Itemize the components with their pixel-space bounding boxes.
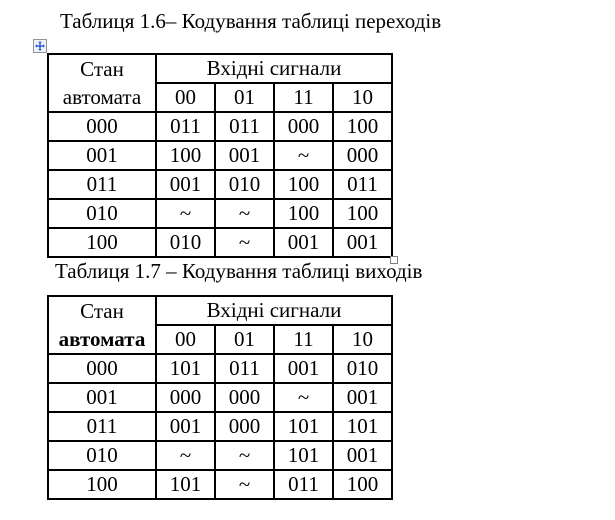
table-cell[interactable]: 000 bbox=[333, 141, 392, 170]
state-header-cell[interactable] bbox=[48, 296, 156, 354]
state-header-line1: Стан bbox=[80, 57, 124, 81]
table-cell[interactable]: 000 bbox=[274, 112, 333, 141]
table-cell[interactable]: ~ bbox=[274, 383, 333, 412]
table-cell[interactable]: ~ bbox=[156, 199, 215, 228]
table-cell[interactable]: 000 bbox=[215, 412, 274, 441]
table-cell[interactable]: 011 bbox=[333, 170, 392, 199]
state-cell[interactable]: 011 bbox=[48, 170, 156, 199]
state-cell[interactable]: 100 bbox=[48, 228, 156, 257]
signal-col-header[interactable]: 10 bbox=[333, 83, 392, 112]
table-cell[interactable]: 100 bbox=[156, 141, 215, 170]
table-row bbox=[48, 296, 392, 325]
four-way-arrow-icon bbox=[35, 41, 45, 51]
table-cell[interactable]: 000 bbox=[156, 383, 215, 412]
signal-col-header[interactable]: 11 bbox=[274, 83, 333, 112]
state-header-line1: Стан bbox=[80, 299, 124, 323]
table-cell[interactable]: 010 bbox=[156, 228, 215, 257]
table-cell[interactable]: 101 bbox=[274, 412, 333, 441]
state-cell[interactable]: 100 bbox=[48, 470, 156, 499]
table-cell[interactable]: 100 bbox=[274, 199, 333, 228]
table-cell[interactable]: 101 bbox=[156, 470, 215, 499]
table-row bbox=[48, 112, 392, 141]
table-cell[interactable]: 101 bbox=[274, 441, 333, 470]
signals-header-cell[interactable]: Вхідні сигнали bbox=[156, 54, 392, 83]
table-cell[interactable]: 001 bbox=[274, 354, 333, 383]
signal-col-header[interactable]: 00 bbox=[156, 325, 215, 354]
table-cell[interactable]: ~ bbox=[215, 441, 274, 470]
table-cell[interactable]: 100 bbox=[274, 170, 333, 199]
signal-col-header[interactable]: 11 bbox=[274, 325, 333, 354]
state-cell[interactable]: 010 bbox=[48, 199, 156, 228]
table-row bbox=[48, 441, 392, 470]
table-caption-1.6[interactable]: Таблиця 1.6– Кодування таблиці переходів bbox=[60, 9, 442, 33]
state-header-line2: автомата bbox=[62, 85, 142, 109]
table-cell[interactable]: 001 bbox=[274, 228, 333, 257]
table-row bbox=[48, 54, 392, 83]
state-cell[interactable]: 000 bbox=[48, 354, 156, 383]
table-row bbox=[48, 199, 392, 228]
signal-col-header[interactable]: 00 bbox=[156, 83, 215, 112]
table-cell[interactable]: 010 bbox=[215, 170, 274, 199]
table-cell[interactable]: ~ bbox=[215, 470, 274, 499]
signal-col-header[interactable]: 01 bbox=[215, 83, 274, 112]
table-cell[interactable]: 011 bbox=[215, 112, 274, 141]
transition-coding-table bbox=[47, 53, 393, 258]
table-cell[interactable]: 001 bbox=[333, 383, 392, 412]
table-cell[interactable]: 100 bbox=[333, 112, 392, 141]
table-move-handle[interactable] bbox=[33, 39, 47, 53]
table-cell[interactable]: 011 bbox=[274, 470, 333, 499]
table-cell[interactable]: 001 bbox=[333, 441, 392, 470]
table-cell[interactable]: ~ bbox=[274, 141, 333, 170]
table-row bbox=[48, 383, 392, 412]
table-cell[interactable]: ~ bbox=[215, 228, 274, 257]
table-cell[interactable]: 000 bbox=[215, 383, 274, 412]
table-cell[interactable]: 101 bbox=[156, 354, 215, 383]
state-header-line2: автомата bbox=[58, 327, 146, 351]
signals-header-cell[interactable]: Вхідні сигнали bbox=[156, 296, 392, 325]
table-cell[interactable]: ~ bbox=[156, 441, 215, 470]
state-header-cell[interactable] bbox=[48, 54, 156, 112]
table-row bbox=[48, 141, 392, 170]
table-row bbox=[48, 470, 392, 499]
state-cell[interactable]: 001 bbox=[48, 383, 156, 412]
table-cell[interactable]: 001 bbox=[156, 170, 215, 199]
table-cell[interactable]: 011 bbox=[215, 354, 274, 383]
state-cell[interactable]: 010 bbox=[48, 441, 156, 470]
table-row bbox=[48, 354, 392, 383]
table-cell[interactable]: 001 bbox=[333, 228, 392, 257]
table-cell[interactable]: 001 bbox=[156, 412, 215, 441]
state-cell[interactable]: 001 bbox=[48, 141, 156, 170]
table-row bbox=[48, 170, 392, 199]
signal-col-header[interactable]: 01 bbox=[215, 325, 274, 354]
state-cell[interactable]: 011 bbox=[48, 412, 156, 441]
table-row bbox=[48, 412, 392, 441]
table-cell[interactable]: ~ bbox=[215, 199, 274, 228]
table-cell[interactable]: 011 bbox=[156, 112, 215, 141]
table-cell[interactable]: 001 bbox=[215, 141, 274, 170]
table-cell[interactable]: 101 bbox=[333, 412, 392, 441]
table-cell[interactable]: 100 bbox=[333, 199, 392, 228]
signal-col-header[interactable]: 10 bbox=[333, 325, 392, 354]
output-coding-table bbox=[47, 295, 393, 500]
table-cell[interactable]: 010 bbox=[333, 354, 392, 383]
table-caption-1.7[interactable]: Таблиця 1.7 – Кодування таблиці виходів bbox=[55, 259, 423, 283]
table-row bbox=[48, 228, 392, 257]
state-cell[interactable]: 000 bbox=[48, 112, 156, 141]
table-cell[interactable]: 100 bbox=[333, 470, 392, 499]
